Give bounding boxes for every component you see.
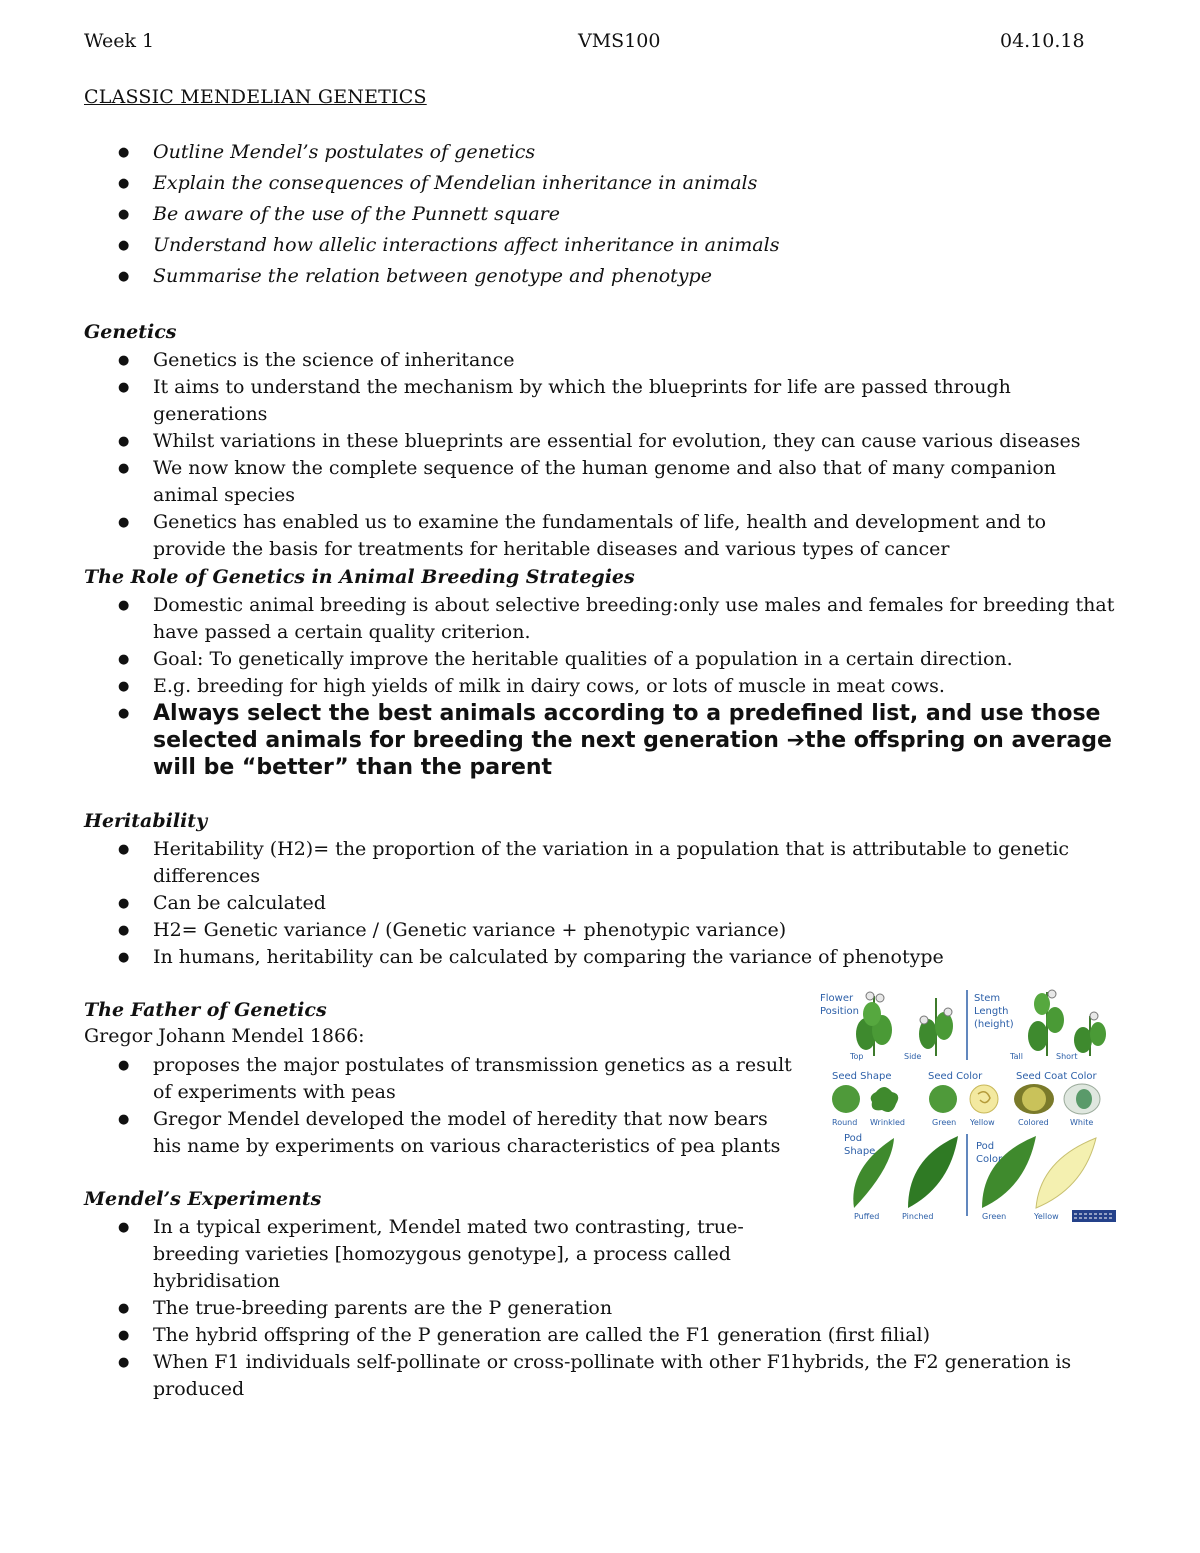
label-pod-yellow: Yellow bbox=[1034, 1212, 1059, 1221]
pod-pinched-icon bbox=[908, 1136, 958, 1208]
list-item: ● When F1 individuals self-pollinate or cross-pollinate with other F1hybrids, the F2 generation is produced bbox=[84, 1349, 1124, 1403]
pea-traits-illustration bbox=[812, 986, 1120, 1226]
plant-top-icon bbox=[856, 992, 892, 1056]
label-white: White bbox=[1070, 1118, 1094, 1127]
plant-short-icon bbox=[1074, 1012, 1106, 1056]
section-heading-breeding: The Role of Genetics in Animal Breeding Strategies bbox=[84, 566, 635, 588]
header-course: VMS100 bbox=[578, 30, 661, 52]
list-item: ● The true-breeding parents are the P generation bbox=[84, 1295, 1124, 1322]
plant-side-icon bbox=[919, 998, 953, 1056]
list-item: ● In humans, heritability can be calculated by comparing the variance of phenotype bbox=[84, 944, 1084, 971]
label-seed-shape: Seed Shape bbox=[832, 1071, 892, 1082]
label-green: Green bbox=[932, 1118, 957, 1127]
pea-traits-figure bbox=[812, 986, 1120, 1226]
list-item: ● Goal: To genetically improve the heritable qualities of a population in a certain direction. bbox=[84, 646, 1124, 673]
list-item: ● It aims to understand the mechanism by which the blueprints for life are passed through generations bbox=[84, 374, 1124, 428]
label-pod-green: Green bbox=[982, 1212, 1007, 1221]
label-seed-color: Seed Color bbox=[928, 1071, 983, 1082]
section-heading-experiments: Mendel’s Experiments bbox=[84, 1188, 322, 1210]
page-title: CLASSIC MENDELIAN GENETICS bbox=[84, 86, 427, 108]
seed-wrinkled-icon bbox=[871, 1087, 899, 1112]
objective-item: ● Summarise the relation between genotype and phenotype bbox=[84, 261, 779, 292]
list-item: ● Gregor Mendel developed the model of heredity that now bears his name by experiments on various characteristics of pea plants bbox=[84, 1106, 799, 1160]
list-item: ● Domestic animal breeding is about selective breeding:only use males and females for breeding that have passed a certain quality criterion. bbox=[84, 592, 1124, 646]
list-item: ● In a typical experiment, Mendel mated two contrasting, true-breeding varieties [homozygous genotype], a process called hybridisation bbox=[84, 1214, 813, 1295]
header-week: Week 1 bbox=[84, 30, 155, 52]
section-heading-genetics: Genetics bbox=[84, 321, 177, 343]
label-colored: Colored bbox=[1018, 1118, 1049, 1127]
emphasis-item: ● Always select the best animals according to a predefined list, and use those selected animals for breeding the next generation ➔the offspring on average will be “better” than the parent bbox=[84, 700, 1124, 781]
label-puffed: Puffed bbox=[854, 1212, 880, 1221]
experiments-list bbox=[84, 1214, 1124, 1403]
heritability-list bbox=[84, 836, 1084, 971]
list-item: ● Genetics is the science of inheritance bbox=[84, 347, 1124, 374]
list-item: ● proposes the major postulates of transmission genetics as a result of experiments with peas bbox=[84, 1052, 799, 1106]
breeding-list bbox=[84, 592, 1124, 781]
label-flower-position: Flower Position bbox=[820, 993, 859, 1017]
label-pod-color: Pod Color bbox=[976, 1141, 1003, 1165]
label-round: Round bbox=[832, 1118, 858, 1127]
father-list bbox=[84, 1052, 799, 1160]
label-seed-coat-color: Seed Coat Color bbox=[1016, 1071, 1097, 1082]
seed-green-icon bbox=[929, 1085, 957, 1113]
label-yellow: Yellow bbox=[970, 1118, 995, 1127]
list-item: ● E.g. breeding for high yields of milk in dairy cows, or lots of muscle in meat cows. bbox=[84, 673, 1124, 700]
objective-item: ● Be aware of the use of the Punnett square bbox=[84, 199, 779, 230]
pod-yellow-icon bbox=[1036, 1138, 1096, 1208]
label-pod-shape: Pod Shape bbox=[844, 1133, 876, 1157]
label-short: Short bbox=[1056, 1052, 1078, 1061]
section-heading-father: The Father of Genetics bbox=[84, 999, 327, 1021]
objectives-list bbox=[84, 137, 779, 292]
objective-item: ● Understand how allelic interactions affect inheritance in animals bbox=[84, 230, 779, 261]
list-item: ● H2= Genetic variance / (Genetic variance + phenotypic variance) bbox=[84, 917, 1084, 944]
label-side: Side bbox=[904, 1052, 922, 1061]
objective-item: ● Outline Mendel’s postulates of genetics bbox=[84, 137, 779, 168]
list-item: ● Heritability (H2)= the proportion of the variation in a population that is attributable to genetic differences bbox=[84, 836, 1084, 890]
label-stem-length: Stem Length (height) bbox=[974, 993, 1014, 1030]
list-item: ● Can be calculated bbox=[84, 890, 1084, 917]
objective-item: ● Explain the consequences of Mendelian inheritance in animals bbox=[84, 168, 779, 199]
label-top: Top bbox=[850, 1052, 864, 1061]
label-pinched: Pinched bbox=[902, 1212, 934, 1221]
seed-round-icon bbox=[832, 1085, 860, 1113]
list-item: ● The hybrid offspring of the P generation are called the F1 generation (first filial) bbox=[84, 1322, 1124, 1349]
list-item: ● Whilst variations in these blueprints are essential for evolution, they can cause various diseases bbox=[84, 428, 1124, 455]
publisher-logo-icon bbox=[1072, 1210, 1116, 1222]
section-heading-heritability: Heritability bbox=[84, 810, 208, 832]
mendel-intro: Gregor Johann Mendel 1866: bbox=[84, 1025, 365, 1047]
plant-tall-icon bbox=[1028, 990, 1064, 1056]
seed-yellow-icon bbox=[970, 1085, 998, 1113]
genetics-list bbox=[84, 347, 1124, 563]
label-tall: Tall bbox=[1010, 1052, 1023, 1061]
list-item: ● We now know the complete sequence of the human genome and also that of many companion animal species bbox=[84, 455, 1124, 509]
label-wrinkled: Wrinkled bbox=[870, 1118, 905, 1127]
header-date: 04.10.18 bbox=[1000, 30, 1085, 52]
list-item: ● Genetics has enabled us to examine the fundamentals of life, health and development and to provide the basis for treatments for heritable diseases and various types of cancer bbox=[84, 509, 1124, 563]
